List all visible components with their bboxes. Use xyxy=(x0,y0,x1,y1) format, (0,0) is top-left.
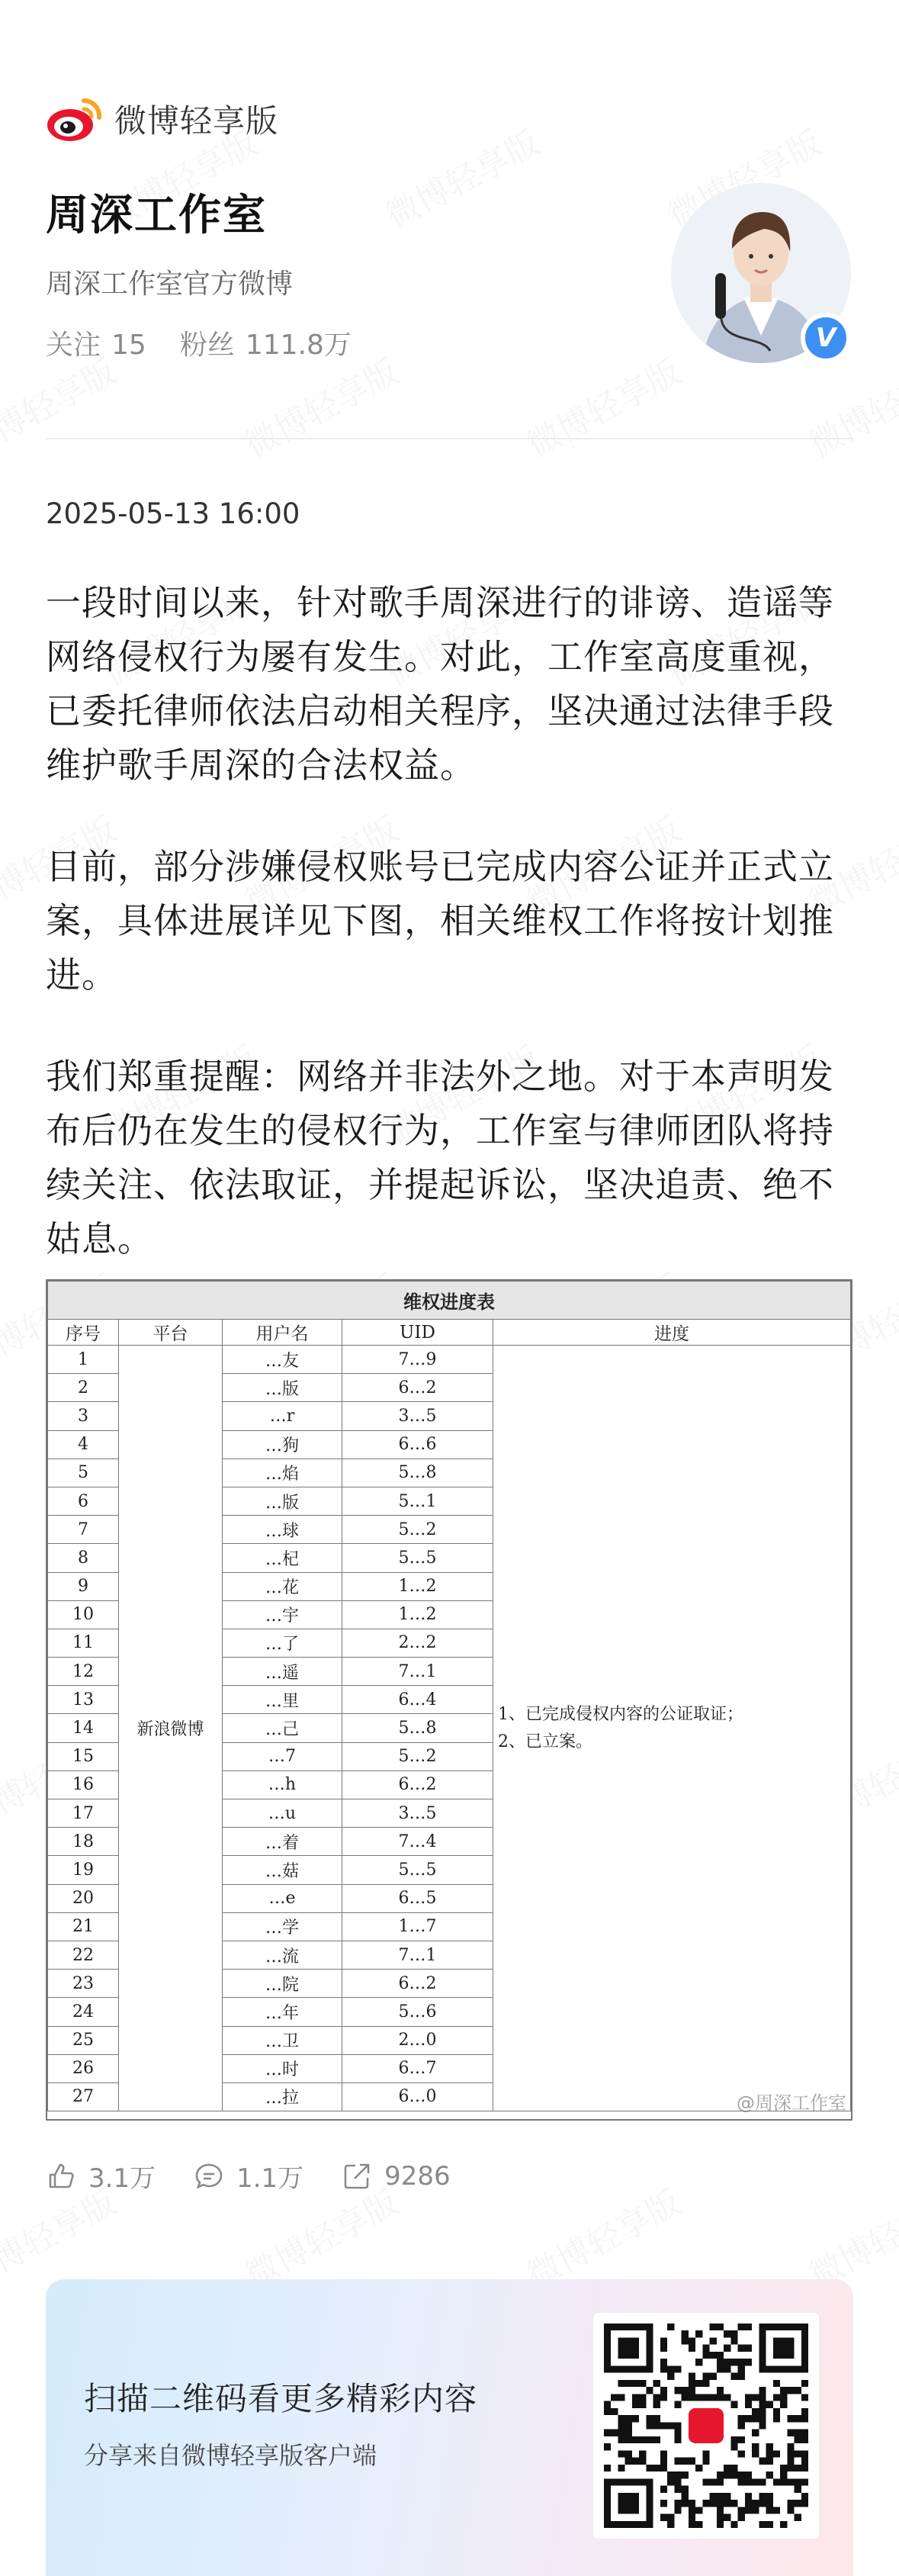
table-header: 进度 xyxy=(493,1320,851,1346)
username-cell: …r xyxy=(223,1402,342,1430)
qr-code-icon[interactable] xyxy=(593,2313,819,2539)
row-number: 5 xyxy=(48,1458,119,1487)
profile-stats xyxy=(46,323,385,362)
watermark-text xyxy=(376,116,547,238)
post-image[interactable] xyxy=(46,1279,852,2121)
comment-count: 1.1万 xyxy=(236,2163,304,2194)
row-number: 19 xyxy=(48,1856,119,1884)
uid-cell: 5…6 xyxy=(342,1998,493,2026)
row-number: 27 xyxy=(48,2082,119,2111)
row-number: 11 xyxy=(48,1629,119,1657)
row-number: 12 xyxy=(48,1658,119,1686)
username-cell: …菇 xyxy=(223,1856,342,1884)
rights-progress-table xyxy=(47,1281,851,2111)
row-number: 10 xyxy=(48,1600,119,1629)
row-number: 3 xyxy=(48,1402,119,1430)
progress-cell xyxy=(493,1346,851,2111)
comment-icon xyxy=(194,2161,224,2192)
row-number: 23 xyxy=(48,1970,119,1998)
watermark-text xyxy=(799,345,899,467)
username-cell: …着 xyxy=(223,1828,342,1856)
uid-cell: 6…7 xyxy=(342,2054,493,2082)
uid-cell: 5…5 xyxy=(342,1856,493,1884)
username-cell: …拉 xyxy=(223,2082,342,2111)
row-number: 13 xyxy=(48,1686,119,1714)
uid-cell: 6…0 xyxy=(342,2082,493,2111)
uid-cell: 5…2 xyxy=(342,1516,493,1544)
post-actions xyxy=(46,2157,489,2195)
row-number: 7 xyxy=(48,1516,119,1544)
username-cell: …了 xyxy=(223,1629,342,1657)
username-cell: …花 xyxy=(223,1572,342,1600)
uid-cell: 1…2 xyxy=(342,1600,493,1629)
profile-name[interactable]: 周深工作室 xyxy=(46,191,267,240)
uid-cell: 7…9 xyxy=(342,1346,493,1374)
username-cell: …狗 xyxy=(223,1430,342,1458)
followers-stat[interactable] xyxy=(180,323,352,362)
row-number: 14 xyxy=(48,1714,119,1742)
progress-line: 2、已立案。 xyxy=(498,1732,592,1751)
username-cell: …杞 xyxy=(223,1544,342,1572)
app-brand xyxy=(46,95,278,143)
username-cell: …时 xyxy=(223,2054,342,2082)
uid-cell: 1…7 xyxy=(342,1912,493,1941)
username-cell: …u xyxy=(223,1799,342,1828)
username-cell: …球 xyxy=(223,1516,342,1544)
row-number: 16 xyxy=(48,1770,119,1799)
row-number: 15 xyxy=(48,1742,119,1770)
app-name: 微博轻享版 xyxy=(114,102,279,140)
repost-button[interactable] xyxy=(342,2161,451,2192)
watermark-text xyxy=(235,0,406,9)
row-number: 2 xyxy=(48,1374,119,1402)
uid-cell: 5…1 xyxy=(342,1487,493,1515)
username-cell: …焰 xyxy=(223,1458,342,1487)
uid-cell: 7…4 xyxy=(342,1828,493,1856)
watermark-text xyxy=(0,0,124,9)
username-cell: …流 xyxy=(223,1941,342,1969)
row-number: 6 xyxy=(48,1487,119,1515)
username-cell: …h xyxy=(223,1770,342,1799)
uid-cell: 6…4 xyxy=(342,1686,493,1714)
uid-cell: 6…6 xyxy=(342,1430,493,1458)
watermark-text xyxy=(799,0,899,9)
uid-cell: 5…8 xyxy=(342,1458,493,1487)
watermark-text xyxy=(235,345,406,467)
username-cell: …宇 xyxy=(223,1600,342,1629)
verified-badge-icon: V xyxy=(801,313,851,363)
divider xyxy=(46,438,853,439)
uid-cell: 6…2 xyxy=(342,1374,493,1402)
username-cell: …里 xyxy=(223,1686,342,1714)
uid-cell: 5…2 xyxy=(342,1742,493,1770)
table-header: UID xyxy=(342,1320,493,1346)
username-cell: …遥 xyxy=(223,1658,342,1686)
uid-cell: 1…2 xyxy=(342,1572,493,1600)
watermark-text xyxy=(517,0,688,9)
row-number: 4 xyxy=(48,1430,119,1458)
post-paragraph: 我们郑重提醒：网络并非法外之地。对于本声明发布后仍在发生的侵权行为，工作室与律师团队将持续关注、依法取证，并提起诉讼，坚决追责、绝不姑息。 xyxy=(46,1056,834,1259)
post-paragraph: 目前，部分涉嫌侵权账号已完成内容公证并正式立案，具体进展详见下图，相关维权工作将按计划推进。 xyxy=(46,846,834,995)
username-cell: …版 xyxy=(223,1487,342,1515)
uid-cell: 7…1 xyxy=(342,1941,493,1969)
uid-cell: 5…5 xyxy=(342,1544,493,1572)
post-paragraph: 一段时间以来，针对歌手周深进行的诽谤、造谣等网络侵权行为屡有发生。对此，工作室高度重视，已委托律师依法启动相关程序，坚决通过法律手段维护歌手周深的合法权益。 xyxy=(46,582,834,786)
followers-label: 粉丝 xyxy=(179,330,235,361)
share-card xyxy=(46,2279,853,2576)
share-card-title: 扫描二维码看更多精彩内容 xyxy=(84,2380,478,2417)
like-count: 3.1万 xyxy=(88,2163,156,2194)
row-number: 24 xyxy=(48,1998,119,2026)
username-cell: …版 xyxy=(223,1374,342,1402)
row-number: 18 xyxy=(48,1828,119,1856)
image-watermark: @周深工作室 xyxy=(737,2092,846,2114)
platform-cell: 新浪微博 xyxy=(119,1346,223,2111)
repost-count: 9286 xyxy=(384,2160,451,2192)
uid-cell: 2…2 xyxy=(342,1629,493,1657)
comment-button[interactable] xyxy=(194,2157,303,2195)
row-number: 9 xyxy=(48,1572,119,1600)
following-stat[interactable] xyxy=(46,323,146,362)
followers-count: 111.8万 xyxy=(245,330,352,361)
uid-cell: 6…5 xyxy=(342,1884,493,1912)
uid-cell: 5…8 xyxy=(342,1714,493,1742)
share-icon xyxy=(342,2161,372,2192)
uid-cell: 6…2 xyxy=(342,1770,493,1799)
row-number: 20 xyxy=(48,1884,119,1912)
username-cell: …年 xyxy=(223,1998,342,2026)
uid-cell: 6…2 xyxy=(342,1970,493,1998)
row-number: 22 xyxy=(48,1941,119,1969)
table-header: 用户名 xyxy=(223,1320,342,1346)
username-cell: …e xyxy=(223,1884,342,1912)
following-label: 关注 xyxy=(46,330,101,361)
row-number: 25 xyxy=(48,2026,119,2054)
username-cell: …院 xyxy=(223,1970,342,1998)
table-row xyxy=(48,1346,851,1374)
weibo-logo-icon xyxy=(46,95,104,143)
row-number: 1 xyxy=(48,1346,119,1374)
row-number: 21 xyxy=(48,1912,119,1941)
row-number: 17 xyxy=(48,1799,119,1828)
progress-line: 1、已完成侵权内容的公证取证； xyxy=(498,1704,743,1724)
username-cell: …己 xyxy=(223,1714,342,1742)
like-button[interactable] xyxy=(46,2157,156,2195)
share-card-subtitle: 分享来自微博轻享版客户端 xyxy=(84,2441,377,2470)
post-timestamp: 2025-05-13 16:00 xyxy=(46,497,300,530)
username-cell: …友 xyxy=(223,1346,342,1374)
uid-cell: 3…5 xyxy=(342,1402,493,1430)
following-count: 15 xyxy=(111,330,146,361)
uid-cell: 7…1 xyxy=(342,1658,493,1686)
watermark-text xyxy=(517,345,688,467)
table-title: 维权进度表 xyxy=(48,1282,851,1320)
watermark-text xyxy=(0,345,124,467)
uid-cell: 3…5 xyxy=(342,1799,493,1828)
row-number: 8 xyxy=(48,1544,119,1572)
username-cell: …学 xyxy=(223,1912,342,1941)
uid-cell: 2…0 xyxy=(342,2026,493,2054)
thumbs-up-icon xyxy=(46,2161,76,2192)
profile-description: 周深工作室官方微博 xyxy=(46,269,294,300)
row-number: 26 xyxy=(48,2054,119,2082)
username-cell: …7 xyxy=(223,1742,342,1770)
username-cell: …卫 xyxy=(223,2026,342,2054)
table-header: 平台 xyxy=(119,1320,223,1346)
table-header: 序号 xyxy=(48,1320,119,1346)
